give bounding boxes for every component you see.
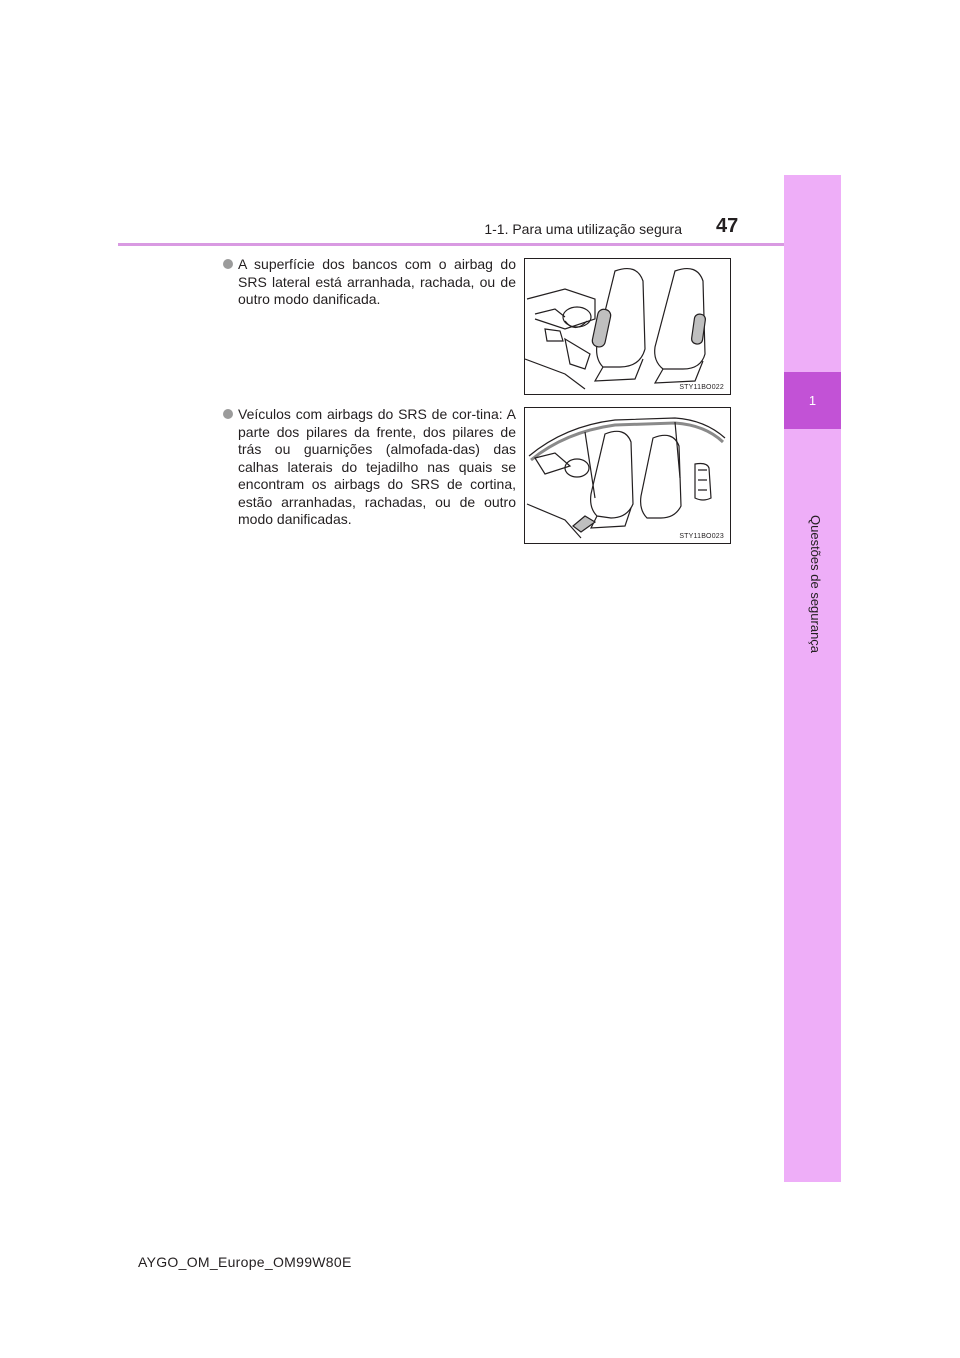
figure-side-airbag-seats (524, 258, 731, 395)
bullet-item-side-airbag-seats (223, 256, 516, 309)
seat-airbag-illustration (525, 259, 730, 394)
header-rule (118, 243, 841, 246)
chapter-side-tab (784, 175, 841, 1182)
page-number: 47 (716, 215, 739, 237)
footer-document-code: AYGO_OM_Europe_OM99W80E (138, 1254, 352, 1270)
bullet-text: A superfície dos bancos com o airbag do SRS lateral está arranhada, rachada, ou de outro modo danificada. (238, 256, 516, 307)
chapter-label: Questões de segurança (808, 515, 823, 654)
figure-curtain-airbags (524, 407, 731, 544)
section-header-title: 1-1. Para uma utilização segura (484, 221, 682, 237)
curtain-airbag-illustration (525, 408, 730, 543)
bullet-dot-icon (223, 259, 233, 269)
bullet-dot-icon (223, 409, 233, 419)
figure-code-label: STY11BO023 (679, 533, 724, 540)
bullet-item-curtain-airbags (223, 406, 516, 529)
figure-code-label: STY11BO022 (679, 384, 724, 391)
bullet-text: Veículos com airbags do SRS de cor-tina: A parte dos pilares da frente, dos pilares de trás ou guarnições (almofada-das) das calhas laterais do tejadilho nas quais se encontram os airbags do SRS de cortina, estão arranhadas, rachadas, ou de outro modo danificadas. (238, 406, 516, 527)
chapter-number-tab[interactable]: 1 (784, 372, 841, 429)
